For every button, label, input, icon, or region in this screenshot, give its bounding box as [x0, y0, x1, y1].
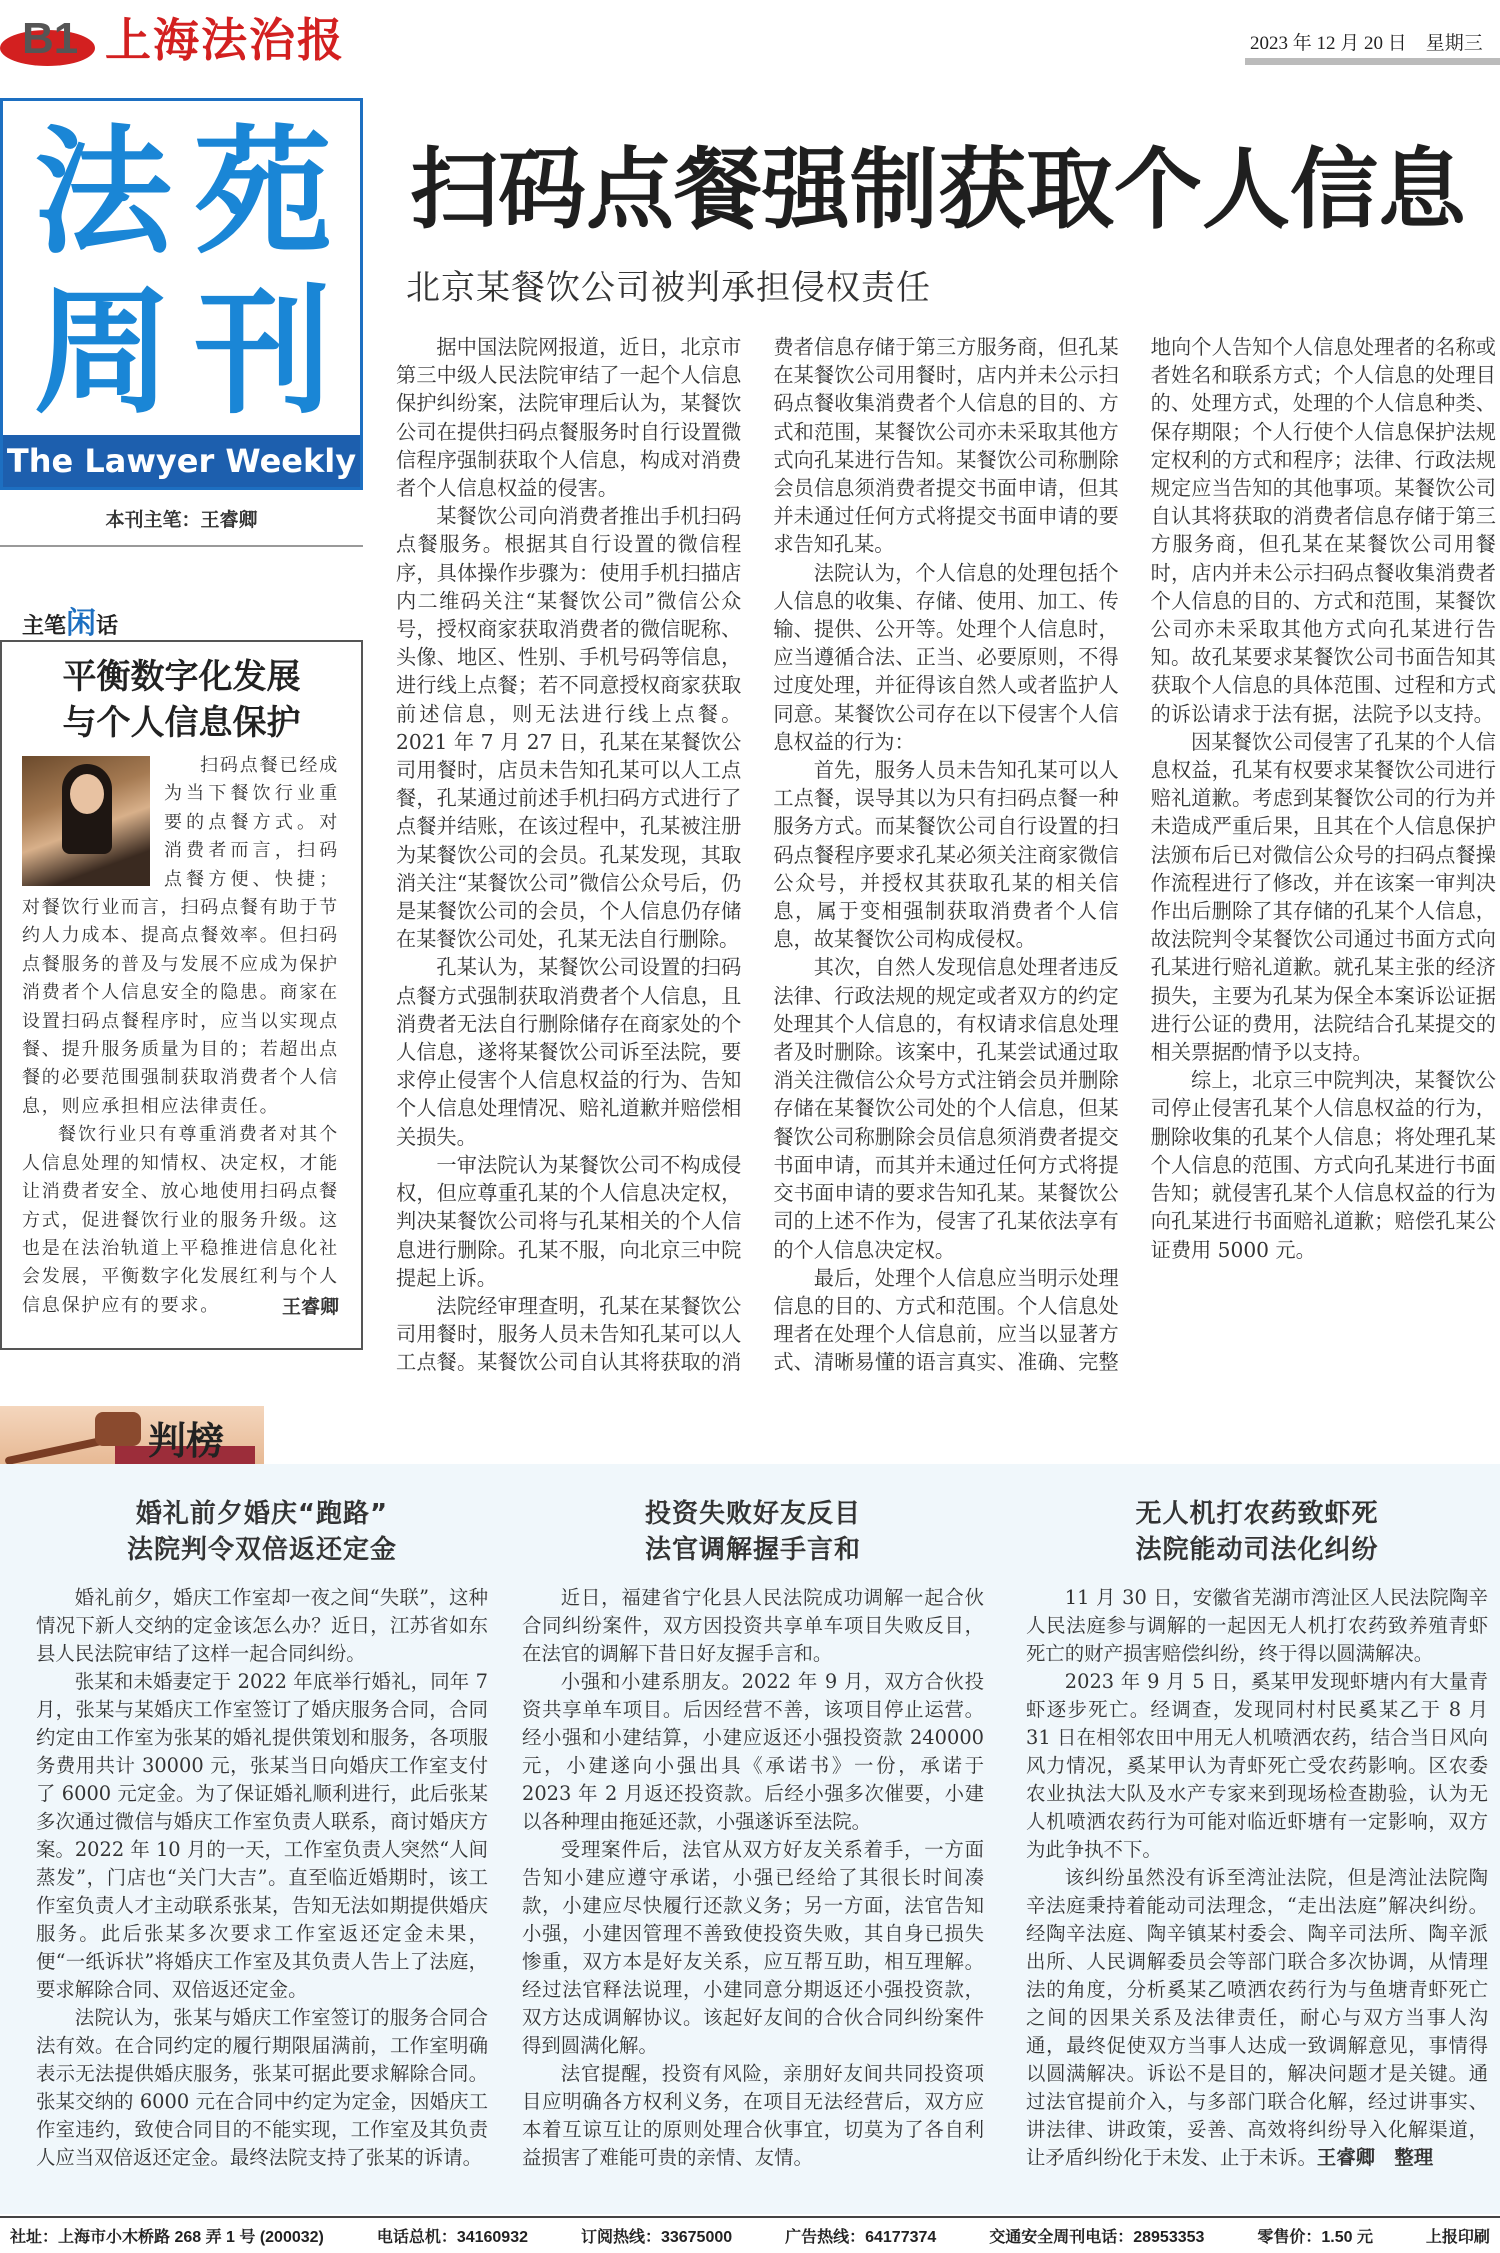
case-paragraph: 该纠纷虽然没有诉至湾沚法院，但是湾沚法院陶辛法庭秉持着能动司法理念，“走出法庭”解决纠纷。经陶辛法庭、陶辛镇某村委会、陶辛司法所、陶辛派出所、人民调解委员会等部门联合多次协调，从情理法的角度，分析奚某乙喷洒农药行为与鱼塘青虾死亡之间的因果关系及法律责任，耐心与双方当事人沟通，最终促使双方当事人达成一致调解意见，事情得以圆满解决。诉讼不是目的，解决问题才是关键。通过法官提前介入，与多部门联合化解，经过讲事实、讲法律、讲政策，妥善、高效将纠纷导入化解渠道，让矛盾纠纷化于未发、止于未诉。王睿卿 整理	[1026, 1866, 1488, 2169]
main-subheadline: 北京某餐饮公司被判承担侵权责任	[406, 268, 931, 308]
article-paragraph: 据中国法院网报道，近日，北京市第三中级人民法院审结了一起个人信息保护纠纷案，法院审理后认为，某餐饮公司在提供扫码点餐服务时自行设置微信程序强制获取个人信息，构成对消费者个人信息权益的侵害。	[396, 335, 742, 501]
page-number-badge: B1	[0, 10, 100, 70]
case-paragraph: 法官提醒，投资有风险，亲朋好友间共同投资项目应明确各方权利义务，在项目无法经营后，双方应本着互谅互让的原则处理合伙事宜，切莫为了各自利益损害了难能可贵的亲情、友情。	[522, 2062, 984, 2169]
article-paragraph: 因某餐饮公司侵害了孔某的个人信息权益，孔某有权要求某餐饮公司进行赔礼道歉。考虑到某餐饮公司的行为并未造成严重后果，且其在个人信息保护法颁布后已对微信公众号的扫码点餐操作流程进行了修改，并在该案一审判决作出后删除了其存储的孔某个人信息，故法院判令某餐饮公司通过书面方式向孔某进行赔礼道歉。就孔某主张的经济损失，主要为孔某为保全本案诉讼证据进行公证的费用，法院结合孔某提交的相关票据酌情予以支持。	[1150, 729, 1496, 1065]
footer-rule	[0, 2216, 1500, 2218]
author-photo	[22, 756, 150, 886]
column-label: 主笔闲话	[22, 606, 119, 641]
case-article	[36, 1496, 488, 2172]
section-masthead	[0, 98, 363, 490]
article-paragraph: 一审法院认为某餐饮公司不构成侵权，但应尊重孔某的个人信息决定权，判决某餐饮公司将与孔某相关的个人信息进行删除。孔某不服，向北京三中院提起上诉。	[396, 1152, 742, 1290]
article-paragraph: 法院认为，个人信息的处理包括个人信息的收集、存储、使用、加工、传输、提供、公开等。处理个人信息时，应当遵循合法、正当、必要原则，不得过度处理，并征得该自然人或者监护人同意。某餐饮公司存在以下侵害个人信息权益的行为：	[773, 560, 1119, 754]
case-paragraph: 近日，福建省宁化县人民法院成功调解一起合伙合同纠纷案件，双方因投资共享单车项目失败反目，在法官的调解下昔日好友握手言和。	[522, 1586, 984, 1665]
case-paragraph: 11 月 30 日，安徽省芜湖市湾沚区人民法院陶辛人民法庭参与调解的一起因无人机打农药致养殖青虾死亡的财产损害赔偿纠纷，终于得以圆满解决。	[1026, 1586, 1488, 1665]
footer-switchboard: 电话总机：34160932	[376, 2229, 529, 2246]
case-paragraph: 2023 年 9 月 5 日，奚某甲发现虾塘内有大量青虾逐步死亡。经调查，发现同村村民奚某乙于 8 月 31 日在相邻农田中用无人机喷洒农药，结合当日风向风力情况，奚某甲认为青虾死亡受农药影响。区农委农业执法大队及水产专家来到现场检查勘验，认为无人机喷洒农药行为可能对临近虾塘有一定影响，双方为此争执不下。	[1026, 1670, 1488, 1861]
footer-subscription: 订阅热线：33675000	[580, 2229, 733, 2246]
footer	[10, 2224, 1490, 2247]
footer-address: 社址：上海市小木桥路 268 弄 1 号 (200032)	[10, 2229, 324, 2246]
case-title: 无人机打农药致虾死 法院能动司法化纠纷	[1135, 1499, 1379, 1565]
issue-date: 2023 年 12 月 20 日 星期三	[1250, 33, 1483, 54]
article-paragraph: 法院经审理查明，孔某在某餐饮公司用餐时，服务人员未告知孔某可以人工点餐。某餐饮公司自认其将获取的消费者信息存储于第三方服务商，但孔某在某餐饮公司用餐时，店内并未公示扫码点餐收集消费者个人信息的目的、方式和范围，某餐饮公司亦未采取其他方式向孔某进行告知。某餐饮公司称删除会员信息须消费者提交书面申请，但其并未通过任何方式将提交书面申请的要求告知孔某。	[396, 335, 1119, 1375]
article-paragraph: 综上，北京三中院判决，某餐饮公司停止侵害孔某个人信息权益的行为，删除收集的孔某个人信息；将处理孔某个人信息的范围、方式向孔某进行书面告知；就侵害孔某个人信息权益的行为向孔某进行书面赔礼道歉；赔偿孔某公证费用 5000 元。	[1150, 1068, 1496, 1262]
footer-printer: 上报印刷	[1425, 2229, 1490, 2246]
case-signature: 王睿卿 整理	[1316, 2146, 1434, 2169]
case-title: 婚礼前夕婚庆“跑路” 法院判令双倍返还定金	[126, 1499, 397, 1565]
editorial-title: 平衡数字化发展 与个人信息保护	[62, 657, 301, 743]
chief-editor-line: 本刊主笔：王睿卿	[105, 509, 258, 531]
footer-ads: 广告热线：64177374	[785, 2229, 937, 2246]
case-paragraph: 法院认为，张某与婚庆工作室签订的服务合同合法有效。在合同约定的履行期限届满前，工作室明确表示无法提供婚庆服务，张某可据此要求解除合同。张某交纳的 6000 元在合同中约定为定金，因婚庆工作室违约，致使合同目的不能实现，工作室及其负责人应当双倍返还定金。最终法院支持了张某的诉请。	[36, 2006, 488, 2169]
section-banner: 判榜	[0, 1406, 264, 1464]
article-paragraph: 首先，服务人员未告知孔某可以人工点餐，误导其以为只有扫码点餐一种服务方式。而某餐饮公司自行设置的扫码点餐程序要求孔某必须关注商家微信公众号，并授权其获取孔某的相关信息，属于变相强制获取消费者个人信息，故某餐饮公司构成侵权。	[773, 758, 1119, 952]
footer-traffic-weekly: 交通安全周刊电话：28953353	[989, 2229, 1205, 2246]
newspaper-name: 上海法治报	[105, 13, 345, 67]
divider	[0, 545, 363, 547]
main-headline: 扫码点餐强制获取个人信息	[410, 138, 1467, 241]
editorial-author: 王睿卿	[281, 1295, 339, 1318]
masthead-english-title: The Lawyer Weekly	[3, 435, 360, 487]
article-paragraph: 某餐饮公司向消费者推出手机扫码点餐服务。根据其自行设置的微信程序，具体操作步骤为：使用手机扫描店内二维码关注“某餐饮公司”微信公众号，授权商家获取消费者的微信昵称、头像、地区、性别、手机号码等信息，进行线上点餐；若不同意授权商家获取前述信息，则无法进行线上点餐。2021 年 7 月 27 日，孔某在某餐饮公司用餐时，店员未告知孔某可以人工点餐，孔某通过前述手机扫码方式进行了点餐并结账，在该过程中，孔某被注册为某餐饮公司的会员。孔某发现，其取消关注“某餐饮公司”微信公众号后，仍是某餐饮公司的会员，个人信息仍存储在某餐饮公司处，孔某无法自行删除。	[396, 504, 742, 952]
header-rule	[1245, 58, 1500, 65]
case-paragraph: 婚礼前夕，婚庆工作室却一夜之间“失联”，这种情况下新人交纳的定金该怎么办？近日，江苏省如东县人民法院审结了这样一起合同纠纷。	[36, 1586, 488, 1665]
case-paragraph: 张某和未婚妻定于 2022 年底举行婚礼，同年 7 月，张某与某婚庆工作室签订了婚庆服务合同，合同约定由工作室为张某的婚礼提供策划和服务，各项服务费用共计 30000 元，张某当日向婚庆工作室支付了 6000 元定金。为了保证婚礼顺利进行，此后张某多次通过微信与婚庆工作室负责人联系，商讨婚庆方案。2022 年 10 月的一天，工作室负责人突然“人间蒸发”，门店也“关门大吉”。直至临近婚期时，该工作室负责人才主动联系张某，告知无法如期提供婚庆服务。此后张某多次要求工作室返还定金未果，便“一纸诉状”将婚庆工作室及其负责人告上了法庭，要求解除合同、双倍返还定金。	[36, 1670, 488, 2001]
masthead-title: 法 苑 周 刊	[33, 112, 332, 433]
case-article	[522, 1496, 984, 2172]
editorial-paragraph: 扫码点餐已经成为当下餐饮行业重要的点餐方式。对消费者而言，扫码点餐方便、快捷；对餐饮行业而言，扫码点餐有助于节约人力成本、提高点餐效率。但扫码点餐服务的普及与发展不应成为保护消费者个人信息安全的隐患。商家在设置扫码点餐程序时，应当以实现点餐、提升服务质量为目的；若超出点餐的必要范围强制获取消费者个人信息，则应承担相应法律责任。	[22, 755, 339, 1117]
editorial-box	[0, 640, 363, 1350]
article-paragraph: 其次，自然人发现信息处理者违反法律、行政法规的规定或者双方的约定处理其个人信息的，有权请求信息处理者及时删除。该案中，孔某尝试通过取消关注微信公众号方式注销会员并删除存储在某餐饮公司处的个人信息，但某餐饮公司称删除会员信息须消费者提交书面申请，而其并未通过任何方式将提交书面申请的要求告知孔某。某餐饮公司的上述不作为，侵害了孔某依法享有的个人信息决定权。	[773, 955, 1119, 1262]
footer-price: 零售价：1.50 元	[1257, 2229, 1373, 2246]
editorial-paragraph: 餐饮行业只有尊重消费者对其个人信息处理的知情权、决定权，才能让消费者安全、放心地使用扫码点餐方式，促进餐饮行业的服务升级。这也是在法治轨道上平稳推进信息化社会发展，平衡数字化发展红利与个人信息保护应有的要求。 王睿卿	[22, 1124, 339, 1318]
article-paragraph: 最后，处理个人信息应当明示处理信息的目的、方式和范围。个人信息处理者在处理个人信息前，应当以显著方式、清晰易懂的语言真实、准确、完整地向个人告知个人信息处理者的名称或者姓名和联系方式；个人信息的处理目的、处理方式，处理的个人信息种类、保存期限；个人行使个人信息保护法规定权利的方式和程序；法律、行政法规规定应当告知的其他事项。某餐饮公司自认其将获取的消费者信息存储于第三方服务商，但孔某在某餐饮公司用餐时，店内并未公示扫码点餐收集消费者个人信息的目的、方式和范围，某餐饮公司亦未采取其他方式向孔某进行告知。故孔某要求某餐饮公司书面告知其获取个人信息的具体范围、过程和方式的诉讼请求于法有据，法院予以支持。	[773, 335, 1496, 1375]
case-title: 投资失败好友反目 法官调解握手言和	[644, 1499, 861, 1565]
case-article	[1026, 1496, 1488, 2172]
main-article-body	[396, 333, 1496, 1395]
case-paragraph: 受理案件后，法官从双方好友关系着手，一方面告知小建应遵守承诺，小强已经给了其很长时间凑款，小建应尽快履行还款义务；另一方面，法官告知小强，小建因管理不善致使投资失败，其自身已损失惨重，双方本是好友关系，应互帮互助，相互理解。经过法官释法说理，小建同意分期返还小强投资款，双方达成调解协议。该起好友间的合伙合同纠纷案件得到圆满化解。	[522, 1838, 984, 2057]
case-paragraph: 小强和小建系朋友。2022 年 9 月，双方合伙投资共享单车项目。后因经营不善，该项目停止运营。经小强和小建结算，小建应返还小强投资款 240000 元，小建遂向小强出具《承诺书》一份，承诺于 2023 年 2 月返还投资款。后经小强多次催要，小建以各种理由拖延还款，小强遂诉至法院。	[522, 1670, 984, 1833]
article-paragraph: 孔某认为，某餐饮公司设置的扫码点餐方式强制获取消费者个人信息，且消费者无法自行删除储存在商家处的个人信息，遂将某餐饮公司诉至法院，要求停止侵害个人信息权益的行为、告知个人信息处理情况、赔礼道歉并赔偿相关损失。	[396, 955, 742, 1149]
